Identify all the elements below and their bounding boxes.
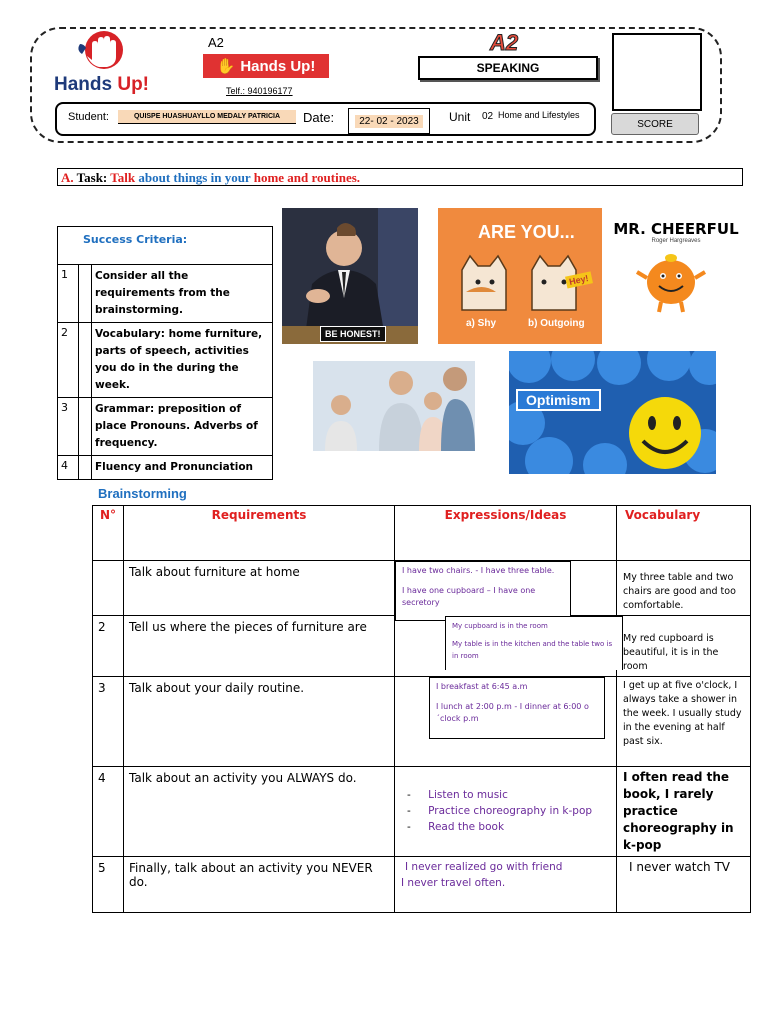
requirement-text: Talk about your daily routine. xyxy=(124,677,395,767)
telephone: Telf.: 940196177 xyxy=(226,86,293,96)
vocabulary-text: My three table and two chairs are good and too comfortable. xyxy=(617,561,751,616)
badge-label: Hands Up! xyxy=(240,57,316,75)
date-value: 22- 02 - 2023 xyxy=(355,115,423,128)
criteria-title: Success Criteria: xyxy=(58,227,273,265)
optimism-label: Optimism xyxy=(516,389,601,411)
row-number: 4 xyxy=(93,767,124,857)
criteria-number: 1 xyxy=(58,265,79,323)
task-words-about: about things in your xyxy=(138,170,251,185)
task-bar xyxy=(57,168,743,186)
group-people-photo xyxy=(313,361,475,451)
requirement-text: Talk about an activity you ALWAYS do. xyxy=(124,767,395,857)
criteria-text: Consider all the requirements from the brainstorming. xyxy=(92,265,273,323)
list-item: - Listen to music xyxy=(429,787,616,803)
ideas-box xyxy=(429,677,605,739)
cheerful-title: MR. CHEERFUL xyxy=(613,220,739,238)
mr-cheerful-image xyxy=(613,220,739,330)
hey-bubble: Hey! xyxy=(565,271,592,288)
col-header-number: N° xyxy=(93,506,124,561)
table-row xyxy=(93,561,751,616)
ideas-box xyxy=(445,616,623,670)
list-item: - Practice choreography in k-pop xyxy=(429,803,616,819)
criteria-text: Vocabulary: home furniture, parts of speech, activities you do in the during the week. xyxy=(92,323,273,398)
logo-wordmark: Hands Up! xyxy=(54,74,150,95)
header-row xyxy=(93,506,751,561)
criteria-text: Fluency and Pronunciation xyxy=(92,456,273,480)
are-you-shy-image xyxy=(438,208,602,344)
table-row xyxy=(93,767,751,857)
unit-title: Home and Lifestyles xyxy=(498,110,580,120)
be-honest-caption: BE HONEST! xyxy=(320,326,386,342)
hand-icon: ✋ xyxy=(216,58,236,75)
ideas-list xyxy=(395,787,616,835)
unit-label: Unit xyxy=(449,110,471,124)
row-number xyxy=(93,561,124,616)
level-label-big: A2 xyxy=(490,30,519,55)
idea-text: I have two chairs. - I have three table. xyxy=(402,566,555,575)
idea-text: I have one cupboard – I have one secretory xyxy=(402,586,536,607)
idea-text: My table is in the kitchen and the table two is in room xyxy=(452,640,613,660)
date-field xyxy=(348,108,430,134)
criteria-number: 3 xyxy=(58,398,79,456)
table-row xyxy=(93,857,751,913)
smiley-faces-icon xyxy=(509,351,716,474)
score-box xyxy=(612,33,702,111)
task-words-home: home and routines. xyxy=(253,170,361,185)
table-row xyxy=(93,616,751,677)
vocabulary-text: My red cupboard is beautiful, it is in the room xyxy=(617,616,751,677)
vocabulary-text: I never watch TV xyxy=(617,857,751,913)
table-row xyxy=(93,677,751,767)
student-name: QUISPE HUASHUAYLLO MEDALY PATRICIA xyxy=(118,110,296,124)
row-number: 2 xyxy=(93,616,124,677)
criteria-row xyxy=(58,456,273,480)
idea-text: I never realized go with friend xyxy=(405,861,563,873)
hands-up-badge xyxy=(203,54,329,78)
unit-number: 02 xyxy=(482,111,494,122)
col-header-vocabulary: Vocabulary xyxy=(617,506,751,561)
vocabulary-text: I often read the book, I rarely practice choreography in k-pop xyxy=(617,767,751,857)
skill-title: SPEAKING xyxy=(418,56,598,80)
criteria-text: Grammar: preposition of place Pronouns. Adverbs of frequency. xyxy=(92,398,273,456)
score-label: SCORE xyxy=(611,113,699,135)
idea-text: I never travel often. xyxy=(401,877,506,889)
col-header-requirements: Requirements xyxy=(124,506,395,561)
cheerful-author: Roger Hargreaves xyxy=(651,238,701,244)
date-label: Date: xyxy=(303,110,335,125)
success-criteria-table xyxy=(57,226,273,480)
criteria-row xyxy=(58,398,273,456)
requirement-text: Tell us where the pieces of furniture are xyxy=(124,616,395,677)
brainstorming-title: Brainstorming xyxy=(98,486,187,501)
mr-cheerful-character-icon xyxy=(613,244,739,314)
row-number: 5 xyxy=(93,857,124,913)
criteria-row xyxy=(58,265,273,323)
task-label: Task: xyxy=(76,170,108,185)
task-word-talk: Talk xyxy=(110,170,136,185)
ideas-cell xyxy=(395,767,617,857)
ideas-cell xyxy=(395,561,617,616)
row-number: 3 xyxy=(93,677,124,767)
requirement-text: Talk about furniture at home xyxy=(124,561,395,616)
vocabulary-text: I get up at five o'clock, I always take a shower in the week. I usually study in the evening at half past six. xyxy=(617,677,751,767)
ideas-cell xyxy=(395,857,617,913)
option-outgoing: b) Outgoing xyxy=(528,318,585,329)
ideas-cell xyxy=(395,616,617,677)
brainstorming-table xyxy=(92,505,751,913)
man-in-suit-icon xyxy=(282,208,418,344)
idea-text: I breakfast at 6:45 a.m xyxy=(436,682,528,691)
list-item: - Read the book xyxy=(429,819,616,835)
optimism-image xyxy=(509,351,716,474)
idea-text: My cupboard is in the room xyxy=(452,622,548,630)
are-you-title: ARE YOU... xyxy=(478,222,575,242)
people-icon xyxy=(313,361,475,451)
task-letter: A. xyxy=(61,170,74,185)
be-honest-photo xyxy=(282,208,418,344)
criteria-number: 2 xyxy=(58,323,79,398)
requirement-text: Finally, talk about an activity you NEVER do. xyxy=(124,857,395,913)
level-label-small: A2 xyxy=(208,35,224,50)
ideas-box xyxy=(395,561,571,621)
option-shy: a) Shy xyxy=(466,318,497,329)
ideas-cell xyxy=(395,677,617,767)
student-label: Student: xyxy=(68,111,109,123)
criteria-row xyxy=(58,323,273,398)
criteria-number: 4 xyxy=(58,456,79,480)
col-header-expressions: Expressions/Ideas xyxy=(395,506,617,561)
idea-text: I lunch at 2:00 p.m - I dinner at 6:00 o´clock p.m xyxy=(436,702,589,723)
